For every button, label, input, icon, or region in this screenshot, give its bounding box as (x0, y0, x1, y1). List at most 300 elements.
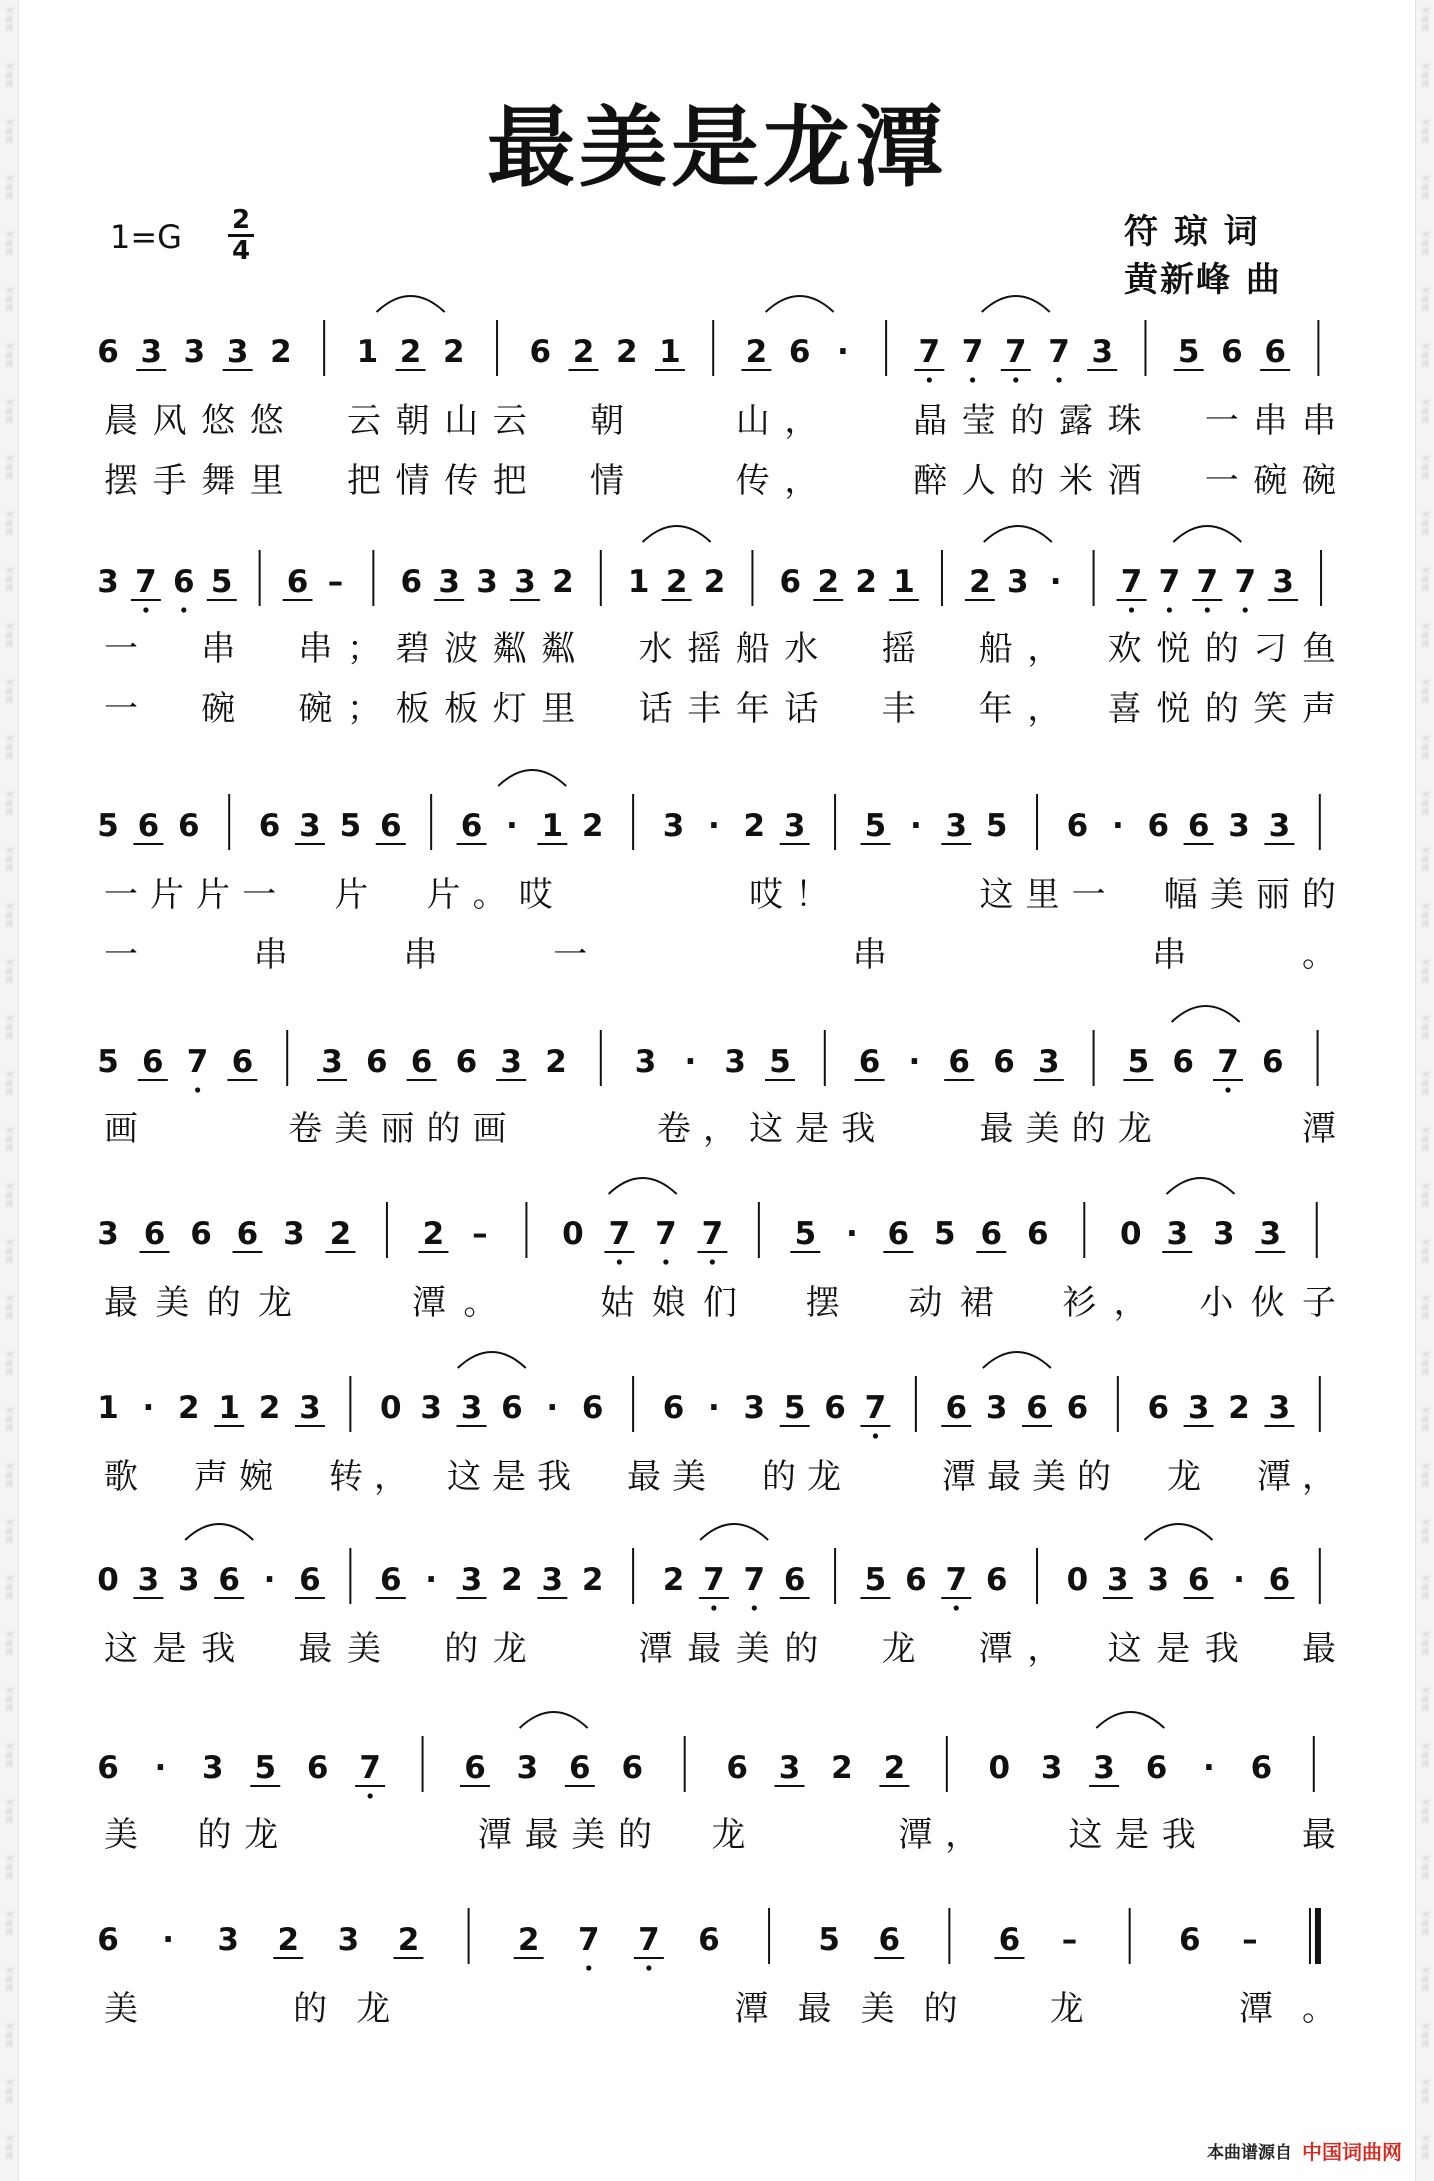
note-symbol: 6 (662, 1390, 685, 1426)
note-symbol: 7 (655, 1216, 677, 1252)
slur-arc (498, 770, 566, 786)
side-watermark-text: 词 曲 网 (1421, 566, 1429, 593)
side-watermark-text: 词 曲 网 (1421, 1462, 1429, 1489)
side-watermark-text: 词 曲 网 (1421, 1406, 1429, 1433)
side-watermark-text: 词 曲 网 (1421, 1966, 1429, 1993)
note-symbol: 2 (615, 334, 638, 370)
note-symbol: 5 (934, 1216, 956, 1252)
side-watermark-text: 词 曲 网 (5, 454, 13, 481)
note-symbol: 3 (662, 808, 685, 844)
side-watermark-text: 词 曲 网 (5, 174, 13, 201)
slur-arc (1096, 1712, 1164, 1728)
side-watermark-text: 词 曲 网 (1421, 1182, 1429, 1209)
note-symbol: 5 (794, 1216, 817, 1252)
low-octave-dot (711, 1605, 716, 1610)
side-watermark-text: 词 曲 网 (5, 734, 13, 761)
side-watermark-text: 词 曲 网 (5, 622, 13, 649)
side-watermark-text: 词 曲 网 (1421, 1014, 1429, 1041)
side-watermark-text: 词 曲 网 (5, 2134, 13, 2161)
lyric-line: 一 碗 碗；板板灯里 话丰年话 丰 年， 喜悦的笑声 (104, 689, 1337, 729)
note-symbol: – (327, 564, 344, 600)
slur-arc (458, 1352, 526, 1368)
key-signature: 1=G (110, 218, 182, 256)
note-symbol: 7 (961, 334, 984, 370)
note-symbol: 6 (1027, 1216, 1049, 1252)
note-symbol: 3 (1091, 334, 1114, 370)
note-symbol: 3 (1006, 564, 1029, 600)
note-symbol: 2 (572, 334, 595, 370)
low-octave-dot (927, 377, 932, 382)
note-symbol: 6 (1178, 1922, 1201, 1958)
note-symbol: 6 (190, 1216, 212, 1252)
note-symbol: 2 (743, 808, 766, 844)
note-symbol: 6 (366, 1044, 388, 1080)
side-watermark-text: 词 曲 网 (1421, 1910, 1429, 1937)
side-watermark-text: 词 曲 网 (5, 118, 13, 145)
side-watermark-text: 词 曲 网 (5, 958, 13, 985)
note-symbol: 6 (400, 564, 423, 600)
note-symbol: · (708, 808, 720, 844)
note-symbol: 6 (379, 808, 402, 844)
note-symbol: · (684, 1044, 697, 1080)
note-symbol: 6 (97, 334, 119, 370)
note-symbol: 3 (1228, 808, 1250, 844)
note-symbol: 6 (824, 1390, 846, 1426)
note-symbol: 0 (379, 1390, 402, 1426)
side-watermark-text: 词 曲 网 (5, 1798, 13, 1825)
side-watermark-text: 词 曲 网 (5, 1910, 13, 1937)
note-symbol: 6 (878, 1922, 901, 1958)
side-watermark-text: 词 曲 网 (1421, 510, 1429, 537)
slur-arc (984, 526, 1052, 542)
note-symbol: 5 (864, 1562, 887, 1598)
note-symbol: 3 (97, 564, 119, 600)
note-symbol: 3 (137, 1562, 160, 1598)
note-symbol: 3 (1268, 1390, 1291, 1426)
side-watermark-text: 词 曲 网 (5, 902, 13, 929)
note-symbol: 1 (893, 564, 915, 600)
note-symbol: 7 (945, 1562, 968, 1598)
note-symbol: 5 (339, 808, 362, 844)
note-symbol: 3 (1107, 1562, 1129, 1598)
side-watermark-text: 词 曲 网 (5, 1518, 13, 1545)
note-symbol: 7 (135, 564, 157, 600)
side-watermark-text: 词 曲 网 (1421, 678, 1429, 705)
note-symbol: 3 (514, 564, 536, 600)
note-symbol: 6 (779, 564, 802, 600)
side-watermark-text: 词 曲 网 (5, 342, 13, 369)
side-watermark-text: 词 曲 网 (5, 1406, 13, 1433)
side-watermark-text: 词 曲 网 (1421, 2078, 1429, 2105)
side-watermark-text: 词 曲 网 (1421, 1238, 1429, 1265)
song-title: 最美是龙潭 (486, 95, 947, 199)
note-symbol: 3 (500, 1044, 522, 1080)
note-symbol: 2 (422, 1216, 445, 1252)
side-watermark-text: 词 曲 网 (1421, 1070, 1429, 1097)
low-octave-dot (1243, 607, 1248, 612)
low-octave-dot (752, 1605, 757, 1610)
note-symbol: · (1111, 808, 1124, 844)
note-symbol: 3 (1038, 1044, 1060, 1080)
note-symbol: 6 (236, 1216, 259, 1252)
side-watermark-text: 词 曲 网 (5, 1462, 13, 1489)
note-symbol: · (142, 1390, 155, 1426)
note-symbol: 3 (1268, 808, 1291, 844)
note-symbol: 2 (855, 564, 877, 600)
note-symbol: 3 (460, 1390, 483, 1426)
note-symbol: 6 (1221, 334, 1243, 370)
note-symbol: 3 (217, 1922, 239, 1958)
note-symbol: 7 (703, 1562, 725, 1598)
note-symbol: 3 (634, 1044, 657, 1080)
side-watermark-text: 词 曲 网 (5, 790, 13, 817)
note-symbol: 2 (831, 1750, 853, 1786)
note-symbol: 1 (218, 1390, 240, 1426)
note-symbol: 0 (97, 1562, 119, 1598)
low-octave-dot (646, 1965, 651, 1970)
note-symbol: 2 (703, 564, 726, 600)
note-symbol: 6 (529, 334, 552, 370)
note-symbol: 6 (379, 1562, 402, 1598)
low-octave-dot (1205, 607, 1210, 612)
note-symbol: 6 (306, 1750, 329, 1786)
note-symbol: 6 (948, 1044, 970, 1080)
note-symbol: 6 (905, 1562, 927, 1598)
side-watermark-text: 词 曲 网 (1421, 1518, 1429, 1545)
note-symbol: 3 (778, 1750, 801, 1786)
note-symbol: 6 (726, 1750, 748, 1786)
note-symbol: 3 (541, 1562, 564, 1598)
side-watermark-text: 词 曲 网 (1421, 62, 1429, 89)
note-symbol: 7 (1196, 564, 1219, 600)
side-watermark-text: 词 曲 网 (1421, 1126, 1429, 1153)
note-symbol: 3 (438, 564, 460, 600)
lyric-line: 美 的龙 潭最美的 龙 潭， 这是我 最 (104, 1815, 1336, 1855)
side-watermark-text: 词 曲 网 (1421, 118, 1429, 145)
note-symbol: 3 (202, 1750, 224, 1786)
time-signature-top: 2 (231, 205, 251, 235)
side-watermark-text: 词 曲 网 (5, 6, 13, 33)
note-symbol: 6 (569, 1750, 591, 1786)
note-symbol: 3 (420, 1390, 442, 1426)
note-symbol: 7 (743, 1562, 766, 1598)
note-symbol: 1 (97, 1390, 119, 1426)
note-symbol: 3 (321, 1044, 343, 1080)
side-watermark-text: 词 曲 网 (1421, 622, 1429, 649)
slur-arc (643, 526, 711, 542)
low-octave-dot (1225, 1087, 1230, 1092)
note-symbol: 5 (769, 1044, 791, 1080)
note-symbol: · (1203, 1750, 1215, 1786)
lyric-line: 晨风悠悠 云朝山云 朝 山， 晶莹的露珠 一串串 (104, 401, 1337, 441)
note-symbol: 6 (858, 1044, 881, 1080)
note-symbol: 0 (1066, 1562, 1089, 1598)
side-watermark-text: 词 曲 网 (5, 1014, 13, 1041)
note-symbol: 7 (701, 1216, 724, 1252)
note-symbol: 5 (97, 1044, 119, 1080)
lyric-line: 摆手舞里 把情传把 情 传， 醉人的米酒 一碗碗 (104, 461, 1337, 501)
side-watermark-text: 词 曲 网 (5, 230, 13, 257)
lyric-line: 这是我 最美 的龙 潭最美的 龙 潭， 这是我 最 (104, 1629, 1337, 1669)
side-watermark-text: 词 曲 网 (1421, 790, 1429, 817)
side-watermark-text: 词 曲 网 (5, 2022, 13, 2049)
lyric-line: 美 的龙 潭最美的 龙 潭。 (104, 1989, 1336, 2029)
note-symbol: 1 (541, 808, 564, 844)
note-symbol: 2 (397, 1922, 420, 1958)
side-watermark-text: 词 曲 网 (1421, 958, 1429, 985)
note-symbol: 6 (698, 1922, 720, 1958)
side-watermark-text: 词 曲 网 (5, 2078, 13, 2105)
note-symbol: 6 (97, 1750, 119, 1786)
note-symbol: 6 (177, 808, 200, 844)
note-symbol: 1 (356, 334, 379, 370)
note-symbol: 6 (173, 564, 195, 600)
note-symbol: 1 (627, 564, 650, 600)
low-octave-dot (1013, 377, 1018, 382)
note-symbol: 0 (1120, 1216, 1142, 1252)
note-symbol: 2 (1228, 1390, 1250, 1426)
note-symbol: 2 (270, 334, 292, 370)
note-symbol: 2 (443, 334, 465, 370)
note-symbol: 6 (788, 334, 811, 370)
note-symbol: 2 (258, 1390, 281, 1426)
slur-arc (1167, 1178, 1235, 1194)
lyric-line: 画 卷美丽的画 卷，这是我 最美的龙 潭 (104, 1109, 1336, 1149)
note-symbol: 6 (410, 1044, 433, 1080)
side-watermark-text: 词 曲 网 (1421, 230, 1429, 257)
note-symbol: 6 (993, 1044, 1015, 1080)
note-symbol: 3 (1166, 1216, 1189, 1252)
lyric-line: 最美的龙 潭。 姑娘们 摆 动裙 衫， 小伙子 (104, 1283, 1336, 1323)
side-watermark-text: 词 曲 网 (1421, 1854, 1429, 1881)
note-symbol: – (1061, 1922, 1078, 1958)
note-symbol: 5 (1127, 1044, 1150, 1080)
note-symbol: 6 (985, 1562, 1008, 1598)
note-symbol: 6 (1172, 1044, 1194, 1080)
side-watermark-text: 词 曲 网 (5, 62, 13, 89)
side-watermark-text: 词 曲 网 (1421, 1350, 1429, 1377)
note-symbol: · (708, 1390, 720, 1426)
side-watermark-text: 词 曲 网 (1421, 2022, 1429, 2049)
note-symbol: 5 (864, 808, 887, 844)
note-symbol: 2 (517, 1922, 540, 1958)
low-octave-dot (1167, 607, 1172, 612)
side-watermark-text: 词 曲 网 (1421, 1798, 1429, 1825)
low-octave-dot (143, 607, 148, 612)
note-symbol: 7 (577, 1922, 600, 1958)
note-symbol: 2 (581, 808, 604, 844)
note-symbol: 6 (464, 1750, 486, 1786)
side-watermark-text: 词 曲 网 (5, 1966, 13, 1993)
note-symbol: 7 (638, 1922, 660, 1958)
note-symbol: 6 (1187, 1562, 1210, 1598)
footer-site-name: 中国词曲网 (1302, 2140, 1402, 2164)
note-symbol: 5 (210, 564, 233, 600)
slur-arc (520, 1712, 588, 1728)
note-symbol: · (1233, 1562, 1245, 1598)
note-symbol: 3 (97, 1216, 119, 1252)
note-symbol: – (1242, 1922, 1258, 1958)
note-symbol: 2 (665, 564, 688, 600)
side-watermark-text: 词 曲 网 (1421, 846, 1429, 873)
side-watermark-text: 词 曲 网 (5, 1686, 13, 1713)
note-symbol: · (836, 334, 849, 370)
slur-arc (982, 296, 1050, 312)
lyric-line: 歌 声婉 转， 这是我 最美 的龙 潭最美的 龙 潭， (104, 1457, 1336, 1497)
note-symbol: 6 (1147, 1390, 1170, 1426)
side-watermark-text: 词 曲 网 (5, 1350, 13, 1377)
note-symbol: 3 (724, 1044, 746, 1080)
note-symbol: 6 (581, 1390, 604, 1426)
note-symbol: 6 (286, 564, 309, 600)
note-symbol: 3 (183, 334, 206, 370)
note-symbol: 6 (501, 1390, 523, 1426)
side-watermark-text: 词 曲 网 (5, 846, 13, 873)
note-symbol: 6 (1264, 334, 1286, 370)
note-symbol: 3 (743, 1390, 766, 1426)
note-symbol: 7 (1158, 564, 1181, 600)
note-symbol: 3 (1147, 1562, 1170, 1598)
note-symbol: 6 (980, 1216, 1003, 1252)
note-symbol: 5 (818, 1922, 840, 1958)
note-symbol: 2 (817, 564, 840, 600)
side-watermark-text: 词 曲 网 (1421, 6, 1429, 33)
slur-arc (766, 296, 834, 312)
note-symbol: 0 (988, 1750, 1011, 1786)
low-octave-dot (1129, 607, 1134, 612)
note-symbol: – (472, 1216, 488, 1252)
note-symbol: 0 (562, 1216, 584, 1252)
note-symbol: 6 (258, 808, 281, 844)
side-watermark-text: 词 曲 网 (1421, 1294, 1429, 1321)
note-symbol: 7 (186, 1044, 209, 1080)
low-octave-dot (970, 377, 975, 382)
note-symbol: · (909, 808, 922, 844)
note-symbol: 6 (1026, 1390, 1048, 1426)
low-octave-dot (368, 1793, 373, 1798)
slur-arc (1144, 1524, 1212, 1540)
low-octave-dot (954, 1605, 959, 1610)
note-symbol: 7 (918, 334, 941, 370)
side-watermark-text: 词 曲 网 (1421, 398, 1429, 425)
note-symbol: · (506, 808, 518, 844)
note-symbol: 6 (218, 1562, 240, 1598)
note-symbol: 6 (1187, 808, 1210, 844)
note-symbol: 3 (1187, 1390, 1210, 1426)
note-symbol: 3 (1093, 1750, 1115, 1786)
time-signature-bottom: 4 (231, 236, 251, 266)
side-watermark-text: 词 曲 网 (5, 1182, 13, 1209)
note-symbol: 3 (783, 808, 806, 844)
note-symbol: 6 (945, 1390, 968, 1426)
note-symbol: 2 (399, 334, 422, 370)
slur-arc (185, 1524, 253, 1540)
lyric-line: 一片片一 片 片。哎 哎！ 这里一 幅美丽的 (104, 875, 1336, 915)
slur-arc (700, 1524, 768, 1540)
note-symbol: 3 (140, 334, 163, 370)
note-symbol: 7 (864, 1390, 887, 1426)
note-symbol: 3 (1259, 1216, 1282, 1252)
note-symbol: 6 (1066, 1390, 1089, 1426)
lyric-line: 一串串一 串 串。 (104, 935, 1336, 975)
note-symbol: 6 (97, 1922, 119, 1958)
note-symbol: 3 (1040, 1750, 1063, 1786)
note-symbol: 7 (1234, 564, 1257, 600)
side-watermark-text: 词 曲 网 (1421, 902, 1429, 929)
note-symbol: 6 (460, 808, 483, 844)
slur-arc (983, 1352, 1051, 1368)
slur-arc (377, 296, 445, 312)
side-watermark-text: 词 曲 网 (1421, 1686, 1429, 1713)
side-watermark-text: 词 曲 网 (5, 678, 13, 705)
note-symbol: · (1049, 564, 1062, 600)
note-symbol: 6 (1262, 1044, 1284, 1080)
note-symbol: 3 (516, 1750, 539, 1786)
side-watermark-text: 词 曲 网 (5, 1070, 13, 1097)
note-symbol: 2 (501, 1562, 523, 1598)
note-symbol: 6 (455, 1044, 478, 1080)
note-symbol: 3 (337, 1922, 360, 1958)
low-octave-dot (1056, 377, 1061, 382)
note-symbol: · (162, 1922, 174, 1958)
note-symbol: 3 (226, 334, 249, 370)
note-symbol: · (263, 1562, 276, 1598)
note-symbol: 2 (552, 564, 574, 600)
slur-arc (1173, 526, 1241, 542)
composer-credit: 黄新峰 曲 (1124, 260, 1282, 300)
side-watermark-text: 词 曲 网 (5, 1854, 13, 1881)
lyricist-credit: 符 琼 词 (1124, 212, 1260, 252)
side-watermark-text: 词 曲 网 (5, 510, 13, 537)
side-watermark-text: 词 曲 网 (1421, 1630, 1429, 1657)
note-symbol: 3 (1272, 564, 1294, 600)
side-watermark-text: 词 曲 网 (1421, 174, 1429, 201)
note-symbol: 5 (254, 1750, 277, 1786)
note-symbol: 6 (887, 1216, 910, 1252)
note-symbol: 3 (283, 1216, 305, 1252)
note-symbol: 3 (945, 808, 968, 844)
note-symbol: 2 (545, 1044, 567, 1080)
side-watermark-text: 词 曲 网 (5, 398, 13, 425)
note-symbol: 3 (1212, 1216, 1235, 1252)
side-watermark-text: 词 曲 网 (5, 1294, 13, 1321)
note-symbol: 5 (1177, 334, 1200, 370)
note-symbol: 7 (1005, 334, 1027, 370)
side-watermark-text: 词 曲 网 (1421, 454, 1429, 481)
note-symbol: 1 (659, 334, 681, 370)
note-symbol: 3 (299, 808, 321, 844)
low-octave-dot (663, 1259, 668, 1264)
note-symbol: 7 (1217, 1044, 1239, 1080)
low-octave-dot (873, 1433, 878, 1438)
note-symbol: 2 (883, 1750, 906, 1786)
side-watermark-text: 词 曲 网 (1421, 1742, 1429, 1769)
note-symbol: 5 (985, 808, 1008, 844)
note-symbol: 2 (581, 1562, 604, 1598)
note-symbol: · (908, 1044, 921, 1080)
note-symbol: 7 (1120, 564, 1143, 600)
note-symbol: · (154, 1750, 167, 1786)
slur-arc (609, 1178, 677, 1194)
note-symbol: 3 (985, 1390, 1008, 1426)
note-symbol: 3 (177, 1562, 200, 1598)
note-symbol: 5 (97, 808, 119, 844)
note-symbol: · (845, 1216, 858, 1252)
note-symbol: 6 (231, 1044, 254, 1080)
note-symbol: 6 (621, 1750, 644, 1786)
side-watermark-text: 词 曲 网 (5, 1126, 13, 1153)
note-symbol: 3 (460, 1562, 483, 1598)
